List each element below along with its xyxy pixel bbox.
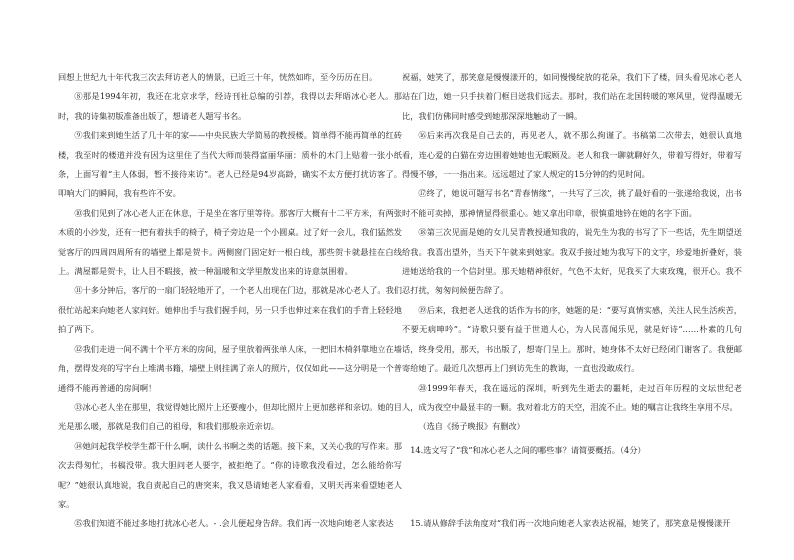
source-note: （选自《扬子晚报》有删改） [418,421,525,432]
paragraph-12: ⑫我们走进一间不满十个平方米的房间，屋子里放着两张单人床，一把旧木椅斜靠地立在墙角，摆得发亮的写字台上堆满书籍，墙壁上则挂满了亲人的照片，仅仅如此——这分明是一个普通得不能再普通的房间啊！ [58,343,402,393]
question-15: 15.请从修辞手法角度对“我们再一次地向她老人家表达祝福，她笑了，那笑意是慢慢漾开 [410,518,731,529]
paragraph-19: ⑲后来，我把老人送我的话作为书的序，她题的是：“要写真情实感，关注人民生活疾苦，不要无病呻吟”。“诗歌只要有益于世道人心，为人民喜闻乐见，就是好诗”……朴素的几句话，终身受用，那天，书出版了，想寄门呈上。那时，她身体不太好已经闭门谢客了。我便邮寄给她了。最近几次想再上门到访先生的教诲，一直也没敢成行。 [402,304,742,374]
paragraph-18: ⑱第三次见面是她的女儿吴青教授通知我的，说先生为我的书写了下一些话，先生期望送给我。我喜出望外，当天下午就来到她家。我双手接过她为我写下的文字，珍爱地折叠好，装进她送给我的一个信封里。那天她精神很好，气色不太好，见我买了大束玫瑰，很开心。我不忍打扰，匆匆问候便告辞了。 [402,227,742,296]
paragraph-11: ⑪十多分钟后，客厅的一扇门轻轻地开了，一个老人出现在门边，那就是冰心老人了。我们很忙站起来向她老人家问好。她伸出手与我们握手问，另一只手也伸过来在我们的手背上轻轻地拍了两下。 [58,285,402,335]
paragraph-15: ⑮我们知道不能过多地打扰冰心老人。- .会儿便起身告辞。我们再一次地向她老人家表达 [74,518,394,529]
paragraph-10: ⑩我们见到了冰心老人正在休息，于是坐在客厅里等待。那客厅大概有十二平方米，有两张木质的小沙发，还有一把有着扶手的椅子，椅子旁边是一个小圆桌。过了好一会儿，我们猛然发觉客厅的四周四周所有的墙壁上都是贺卡。两侧窗门固定好一根白线，那些贺卡就悬挂在白线上。满屋都是贺卡，让人目不暇接，被一种温暖和文学里散发出来的诗意氛围着。 [58,207,402,277]
paragraph-15-continued: 祝福，她笑了，那笑意是慢慢漾开的，如同慢慢绽放的花朵，我们下了楼，回头看见冰心老人站在门边，她一只手扶着门框目送我们远去。那时，我们站在北国转暖的寒风里，觉得温暖无比，我们仿佛同时感受到她那深深地触动了一瞬。 [402,72,742,121]
right-column [402,68,742,534]
paragraph-14: ⑭她问起我学校学生都干什么啊，读什么书啊之类的话题。接下来，又关心我的写作来。那次去得匆忙，书稿没带。我大胆问老人要字，被拒绝了。“你的诗歌我没看过，怎么能给你写呢？”她很认真地说，我自责起自己的唐突来，我又恳请她老人家看看，又明天再来看望她老人家。 [58,440,402,509]
question-14: 14.选文写了“我”和冰心老人之间的哪些事？请简要概括。（4分） [410,444,646,455]
paragraph-9: ⑨我们来到她生活了几十年的家——中央民族大学简易的教授楼。简单得不能再简单的红砖楼，我至时的楼道并没有因为这里住了当代大师而装得富丽华丽：质朴的木门上贴着一张小纸条，上面写着“主人体弱，暂不接待来访”。老人已经是94岁高龄，确实不太方便打扰访客了。叩响大门的瞬间，我有些许不安。 [58,130,402,199]
paragraph-13: ⑬冰心老人坐在那里，我觉得她比照片上还要瘦小，但却比照片上更加慈祥和亲切。她的目光是那么暖，那就是我们自己的祖母，和我们那般亲近亲切。 [58,401,402,432]
left-column [58,68,402,534]
paragraph-16: ⑯后来再次我是自己去的，再见老人，就不那么拘谨了。书稿第二次带去，她很认真地看，连心爱的白猫在旁边围着她她也无暇顾及。老人和我一聊就聊好久，带着写得好，带着写得慢不够，一一指出来。远远超过了家人规定的15分钟的约见时间。 [402,130,742,180]
paragraph-intro: 回想上世纪九十年代我三次去拜访老人的情景，已近三十年，恍然如昨，至今历历在目。 [58,72,378,82]
paragraph-20: ⑳1999年春天，我在遥远的深圳，听到先生逝去的噩耗，走过百年历程的文坛世纪老人，成为夜空中最显丰的一颗。我对着北方的天空，泪流不止。她的嘱言让我终生享用不尽。 [402,382,742,412]
paragraph-17: ⑰终了，她说可题写书名“青春情缘”，一共写了三次，挑了最好看的一张递给我说，出书时不能可卖掉，那神情显得很重心。她又拿出印章，很慎重地钤在她的名字下面。 [402,188,742,218]
paragraph-8: ⑧那是1994年初，我还在北京求学，经诗刊社总编的引荐，我得以去拜晤冰心老人。那时，我的诗集初版准备出版了，想请老人题写书名。 [58,91,402,121]
answer-space [402,460,742,514]
